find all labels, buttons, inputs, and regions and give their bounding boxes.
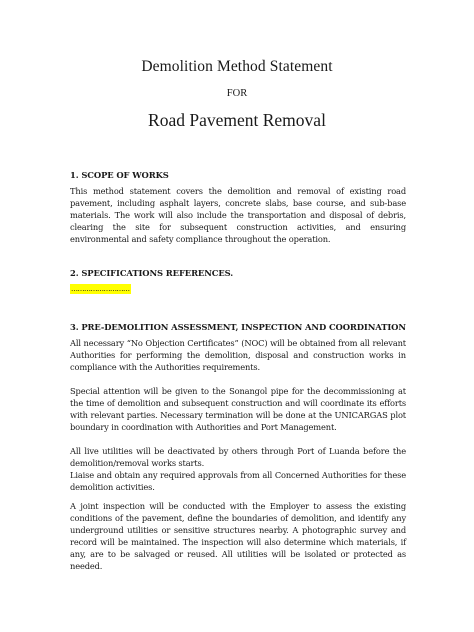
sonangol-pipe-paragraph: Special attention will be given to the Sonangol pipe for the decommissioning at the time of demolition and subsequent construction and will coordinate its efforts with relevant parties. Necessary termination will be done at the UNICARGAS plot boundary in coordination with Authorities and Port Management. [70,386,406,432]
for-label: FOR [226,88,248,99]
live-utilities-paragraph: All live utilities will be deactivated by others through Port of Luanda before the demolition/removal works starts. [70,446,406,468]
document-subtitle: Road Pavement Removal [148,110,326,130]
section-heading-pre-demolition: 3. PRE-DEMOLITION ASSESSMENT, INSPECTION AND COORDINATION [70,322,406,332]
joint-inspection-paragraph: A joint inspection will be conducted with the Employer to assess the existing conditions of the pavement, define the boundaries of demolition, and identify any underground utilities or sensitive structures nearby. A photographic survey and record will be maintained. The inspection will also determine which materials, if any, are to be salvaged or reused. All utilities will be isolated or protected as needed. [70,501,406,571]
specifications-placeholder: ……………………… [71,285,130,293]
section-heading-scope-of-works: 1. SCOPE OF WORKS [70,170,169,180]
noc-paragraph: All necessary “No Objection Certificates” (NOC) will be obtained from all relevant Authorities for performing the demolition, disposal and construction works in compliance with the Authorities requirements. [70,338,406,372]
scope-of-works-paragraph: This method statement covers the demolition and removal of existing road pavement, including asphalt layers, concrete slabs, base course, and sub-base materials. The work will also include the transportation and disposal of debris, clearing the site for subsequent construction activities, and ensuring environmental and safety compliance throughout the operation. [70,186,406,244]
section-heading-specifications: 2. SPECIFICATIONS REFERENCES. [70,268,234,278]
approvals-paragraph: Liaise and obtain any required approvals from all Concerned Authorities for these demolition activities. [70,470,406,492]
document-title: Demolition Method Statement [141,58,333,75]
